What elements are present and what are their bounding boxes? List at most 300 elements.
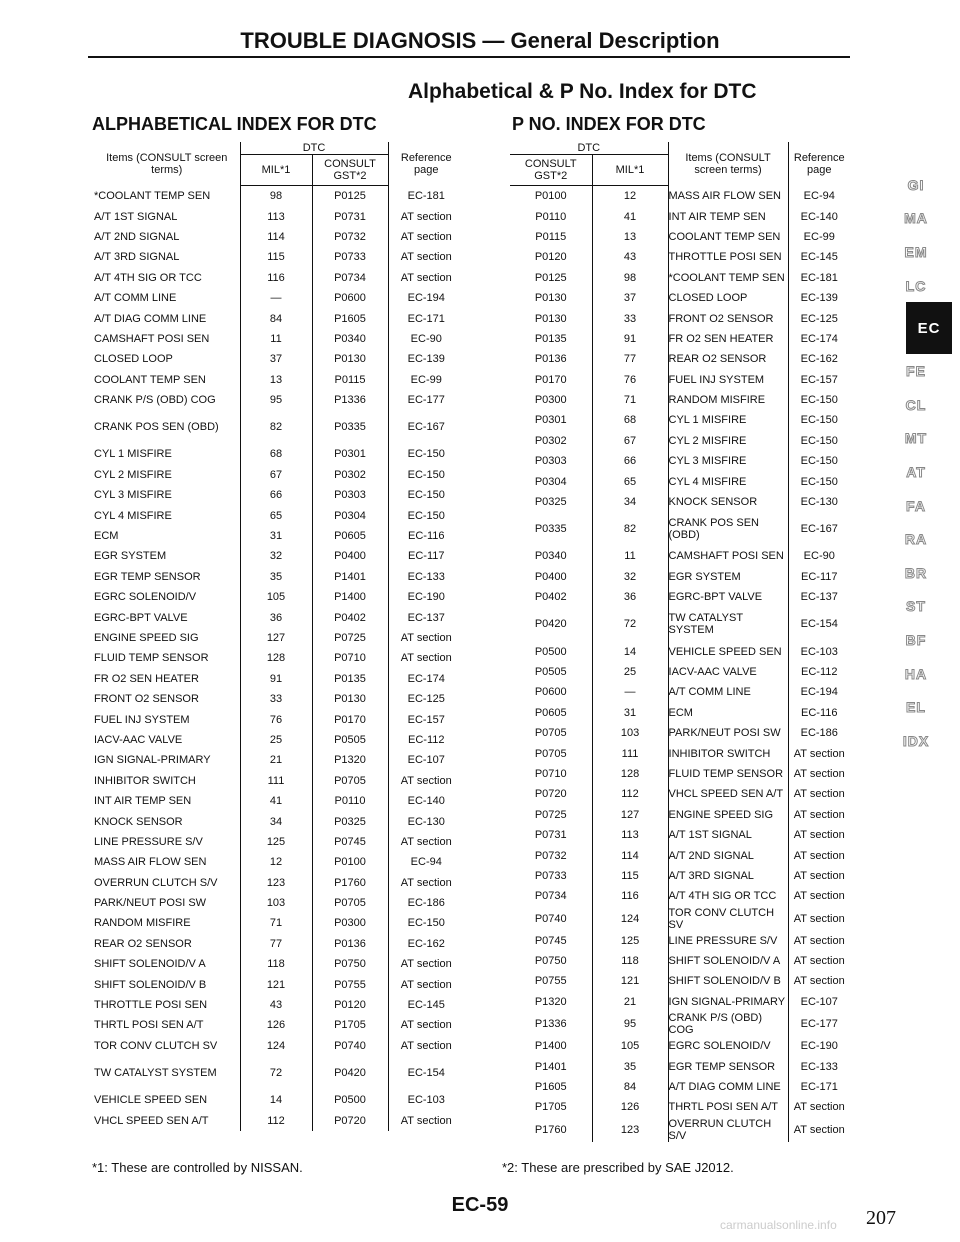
mil-cell: 126: [592, 1097, 668, 1117]
item-cell: CYL 1 MISFIRE: [94, 444, 240, 464]
consult-cell: P0720: [510, 784, 592, 804]
mil-cell: 98: [240, 186, 312, 207]
table-row: [94, 587, 464, 607]
reference-cell: EC-133: [407, 570, 445, 583]
item-cell: THROTTLE POSI SEN: [94, 995, 240, 1015]
table-row: [510, 1012, 850, 1036]
consult-cell: P0750: [510, 951, 592, 971]
mil-cell: 115: [240, 247, 312, 267]
mil-cell: 68: [592, 410, 668, 430]
mil-cell: 66: [240, 485, 312, 505]
table-row: [510, 431, 850, 451]
table-row: [94, 607, 464, 627]
consult-cell: P0110: [510, 206, 592, 226]
consult-cell: P0135: [510, 329, 592, 349]
section-tab-ra[interactable]: RA: [904, 531, 928, 548]
mil-cell: 34: [240, 811, 312, 831]
table-row: [94, 913, 464, 933]
consult-cell: P0303: [312, 485, 388, 505]
reference-cell: AT section: [400, 1039, 452, 1052]
mil-cell: 116: [592, 886, 668, 906]
mil-cell: 37: [240, 349, 312, 369]
table-row: [510, 227, 850, 247]
reference-cell: AT section: [793, 849, 845, 862]
reference-cell: AT section: [400, 876, 452, 889]
mil-cell: 35: [592, 1056, 668, 1076]
item-cell: EGR SYSTEM: [668, 567, 788, 587]
mil-cell: 116: [240, 268, 312, 288]
table-row: [94, 771, 464, 791]
section-tab-ec[interactable]: EC: [906, 302, 952, 354]
table-row: [94, 954, 464, 974]
table-row: [94, 669, 464, 689]
mil-cell: 35: [240, 567, 312, 587]
mil-cell: 91: [592, 329, 668, 349]
title-rule: [88, 56, 850, 58]
item-cell: EGRC SOLENOID/V: [94, 587, 240, 607]
alphabetical-index-table: [94, 142, 464, 1131]
consult-cell: P0755: [312, 974, 388, 994]
consult-cell: P0335: [510, 512, 592, 546]
consult-cell: P0120: [312, 995, 388, 1015]
mil-cell: 82: [592, 512, 668, 546]
consult-cell: P0420: [312, 1056, 388, 1090]
item-cell: CLOSED LOOP: [94, 349, 240, 369]
reference-cell: EC-112: [801, 666, 838, 678]
right-header-items: Items (CONSULT screen terms): [668, 142, 788, 186]
consult-cell: P1336: [510, 1012, 592, 1036]
section-tab-gi[interactable]: GI: [907, 176, 925, 193]
table-row: [510, 268, 850, 288]
consult-cell: P0304: [510, 471, 592, 491]
consult-cell: P0500: [312, 1090, 388, 1110]
reference-cell: EC-107: [407, 754, 445, 767]
reference-cell: AT section: [400, 958, 452, 971]
table-row: [94, 689, 464, 709]
reference-cell: EC-133: [800, 1060, 838, 1073]
consult-cell: P0605: [312, 526, 388, 546]
consult-cell: P0136: [312, 934, 388, 954]
left-header-mil: MIL*1: [240, 155, 312, 186]
reference-cell: EC-139: [800, 292, 838, 305]
table-row: [94, 750, 464, 770]
table-row: [94, 465, 464, 485]
consult-cell: P0420: [510, 607, 592, 641]
reference-cell: AT section: [793, 890, 845, 903]
consult-cell: P0340: [312, 329, 388, 349]
reference-cell: EC-150: [407, 468, 445, 481]
reference-cell: EC-140: [407, 795, 445, 808]
consult-cell: P0600: [312, 288, 388, 308]
item-cell: REAR O2 SENSOR: [94, 934, 240, 954]
consult-cell: P0335: [312, 410, 388, 444]
section-tab-mt[interactable]: MT: [904, 430, 928, 447]
table-row: [510, 370, 850, 390]
consult-cell: P0302: [510, 431, 592, 451]
mil-cell: 21: [592, 992, 668, 1012]
reference-cell: EC-145: [800, 251, 838, 264]
item-cell: INT AIR TEMP SEN: [94, 791, 240, 811]
consult-cell: P0325: [510, 492, 592, 512]
page-title: TROUBLE DIAGNOSIS — General Description: [240, 28, 720, 53]
consult-cell: P0705: [510, 743, 592, 763]
mil-cell: 127: [240, 628, 312, 648]
table-row: [94, 485, 464, 505]
consult-cell: P0505: [312, 730, 388, 750]
table-row: [94, 1090, 464, 1110]
table-row: [94, 288, 464, 308]
consult-cell: P0605: [510, 703, 592, 723]
consult-cell: P0732: [312, 227, 388, 247]
table-row: [94, 730, 464, 750]
item-cell: *COOLANT TEMP SEN: [668, 268, 788, 288]
item-cell: FUEL INJ SYSTEM: [94, 709, 240, 729]
mil-cell: 31: [240, 526, 312, 546]
reference-cell: EC-174: [800, 332, 838, 345]
item-cell: CRANK POS SEN (OBD): [94, 410, 240, 444]
item-cell: TOR CONV CLUTCH SV: [668, 907, 788, 931]
reference-cell: AT section: [793, 975, 845, 988]
mil-cell: 41: [592, 206, 668, 226]
consult-cell: P0135: [312, 669, 388, 689]
table-row: [94, 1036, 464, 1056]
table-row: [510, 512, 850, 546]
table-row: [510, 1097, 850, 1117]
reference-cell: EC-162: [800, 353, 838, 366]
item-cell: VHCL SPEED SEN A/T: [94, 1110, 240, 1130]
reference-cell: AT section: [400, 1019, 452, 1032]
mil-cell: 12: [240, 852, 312, 872]
consult-cell: P0740: [510, 907, 592, 931]
item-cell: OVERRUN CLUTCH S/V: [668, 1118, 788, 1142]
table-row: [94, 308, 464, 328]
mil-cell: 126: [240, 1015, 312, 1035]
reference-cell: EC-177: [407, 394, 445, 407]
section-tab-ma[interactable]: MA: [904, 210, 928, 227]
consult-cell: P0732: [510, 845, 592, 865]
consult-cell: P0301: [510, 410, 592, 430]
table-row: [510, 206, 850, 226]
reference-cell: EC-137: [800, 591, 838, 604]
consult-cell: P0750: [312, 954, 388, 974]
item-cell: VHCL SPEED SEN A/T: [668, 784, 788, 804]
mil-cell: 72: [240, 1056, 312, 1090]
reference-cell: EC-177: [800, 1018, 838, 1031]
mil-cell: 33: [240, 689, 312, 709]
pno-index-heading: P NO. INDEX FOR DTC: [512, 114, 706, 134]
table-row: [94, 329, 464, 349]
mil-cell: 43: [240, 995, 312, 1015]
table-row: [510, 641, 850, 661]
item-cell: CYL 4 MISFIRE: [668, 471, 788, 491]
table-row: [510, 931, 850, 951]
mil-cell: —: [592, 682, 668, 702]
consult-cell: P0170: [510, 370, 592, 390]
table-row: [510, 723, 850, 743]
mil-cell: 32: [240, 546, 312, 566]
item-cell: RANDOM MISFIRE: [94, 913, 240, 933]
item-cell: COOLANT TEMP SEN: [668, 227, 788, 247]
mil-cell: 123: [240, 873, 312, 893]
table-row: [510, 764, 850, 784]
right-table-body: [510, 186, 850, 1142]
section-tab-fe[interactable]: FE: [906, 363, 926, 380]
reference-cell: EC-154: [407, 1067, 445, 1080]
reference-cell: EC-107: [800, 995, 838, 1008]
item-cell: CLOSED LOOP: [668, 288, 788, 308]
consult-cell: P1336: [312, 390, 388, 410]
section-tab-idx[interactable]: IDX: [902, 732, 930, 749]
table-row: [94, 206, 464, 226]
mil-cell: 25: [240, 730, 312, 750]
consult-cell: P0100: [510, 186, 592, 207]
table-row: [94, 390, 464, 410]
reference-cell: EC-94: [410, 856, 442, 869]
consult-cell: P1705: [312, 1015, 388, 1035]
consult-cell: P0400: [312, 546, 388, 566]
consult-cell: P0705: [312, 893, 388, 913]
item-cell: INHIBITOR SWITCH: [94, 771, 240, 791]
table-row: [510, 308, 850, 328]
mil-cell: 41: [240, 791, 312, 811]
item-cell: FRONT O2 SENSOR: [94, 689, 240, 709]
mil-cell: 125: [240, 832, 312, 852]
reference-cell: EC-186: [407, 897, 445, 910]
consult-cell: P1705: [510, 1097, 592, 1117]
section-tab-bf[interactable]: BF: [905, 631, 927, 648]
table-row: [510, 845, 850, 865]
section-tab-el[interactable]: EL: [906, 699, 926, 716]
table-row: [94, 186, 464, 207]
consult-cell: P0304: [312, 505, 388, 525]
reference-cell: EC-150: [407, 917, 445, 930]
table-row: [510, 1036, 850, 1056]
item-cell: EGRC-BPT VALVE: [668, 587, 788, 607]
reference-cell: AT section: [793, 767, 845, 780]
table-row: [94, 709, 464, 729]
mil-cell: 91: [240, 669, 312, 689]
consult-cell: P0740: [312, 1036, 388, 1056]
reference-cell: EC-125: [800, 312, 838, 325]
reference-cell: EC-174: [407, 672, 445, 685]
mil-cell: 128: [592, 764, 668, 784]
reference-cell: AT section: [793, 829, 845, 842]
table-row: [94, 268, 464, 288]
mil-cell: 114: [240, 227, 312, 247]
right-header-reference: Reference page: [793, 151, 845, 176]
consult-cell: P0705: [312, 771, 388, 791]
table-row: [510, 703, 850, 723]
mil-cell: 21: [240, 750, 312, 770]
reference-cell: AT section: [400, 652, 452, 665]
item-cell: LINE PRESSURE S/V: [668, 931, 788, 951]
consult-cell: P0115: [510, 227, 592, 247]
reference-cell: EC-190: [800, 1040, 838, 1053]
item-cell: THRTL POSI SEN A/T: [668, 1097, 788, 1117]
table-row: [94, 349, 464, 369]
reference-cell: AT section: [400, 230, 452, 243]
consult-cell: P1320: [312, 750, 388, 770]
mil-cell: 118: [592, 951, 668, 971]
item-cell: FRONT O2 SENSOR: [668, 308, 788, 328]
mil-cell: 124: [240, 1036, 312, 1056]
item-cell: A/T 1ST SIGNAL: [668, 825, 788, 845]
mil-cell: 25: [592, 662, 668, 682]
section-tab-ha[interactable]: HA: [904, 665, 928, 682]
table-row: [94, 893, 464, 913]
page-number: EC-59: [451, 1194, 509, 1216]
consult-cell: P1401: [312, 567, 388, 587]
mil-cell: 67: [592, 431, 668, 451]
item-cell: EGR TEMP SENSOR: [94, 567, 240, 587]
reference-cell: AT section: [793, 808, 845, 821]
mil-cell: 13: [592, 227, 668, 247]
alphabetical-index-heading: ALPHABETICAL INDEX FOR DTC: [92, 114, 377, 134]
table-row: [510, 1118, 850, 1142]
section-tab-lc[interactable]: LC: [905, 277, 927, 294]
consult-cell: P0130: [312, 689, 388, 709]
reference-cell: EC-150: [800, 394, 838, 407]
reference-cell: EC-99: [803, 230, 835, 243]
mil-cell: 105: [592, 1036, 668, 1056]
table-row: [94, 811, 464, 831]
item-cell: CRANK P/S (OBD) COG: [668, 1012, 788, 1036]
reference-cell: EC-116: [408, 530, 445, 543]
mil-cell: 11: [240, 329, 312, 349]
item-cell: PARK/NEUT POSI SW: [668, 723, 788, 743]
item-cell: SHIFT SOLENOID/V B: [668, 971, 788, 991]
item-cell: THRTL POSI SEN A/T: [94, 1015, 240, 1035]
reference-cell: AT section: [793, 955, 845, 968]
reference-cell: EC-150: [800, 434, 838, 447]
consult-cell: P0731: [510, 825, 592, 845]
reference-cell: AT section: [793, 788, 845, 801]
table-row: [510, 784, 850, 804]
section-tab-em[interactable]: EM: [904, 243, 928, 260]
consult-cell: P0745: [510, 931, 592, 951]
mil-cell: 112: [240, 1110, 312, 1130]
consult-cell: P1760: [312, 873, 388, 893]
reference-cell: EC-90: [803, 550, 835, 563]
table-row: [94, 227, 464, 247]
item-cell: VEHICLE SPEED SEN: [668, 641, 788, 661]
item-cell: IGN SIGNAL-PRIMARY: [94, 750, 240, 770]
item-cell: A/T 2ND SIGNAL: [668, 845, 788, 865]
consult-cell: P1400: [312, 587, 388, 607]
table-row: [94, 1110, 464, 1130]
reference-cell: EC-181: [407, 189, 445, 202]
item-cell: CYL 4 MISFIRE: [94, 505, 240, 525]
table-row: [510, 288, 850, 308]
consult-cell: P0734: [510, 886, 592, 906]
mil-cell: 125: [592, 931, 668, 951]
table-row: [94, 410, 464, 444]
mil-cell: 123: [592, 1118, 668, 1142]
reference-cell: AT section: [793, 1101, 845, 1114]
reference-cell: AT section: [793, 912, 845, 925]
item-cell: A/T DIAG COMM LINE: [94, 308, 240, 328]
item-cell: VEHICLE SPEED SEN: [94, 1090, 240, 1110]
reference-cell: EC-116: [801, 706, 838, 719]
reference-cell: EC-117: [408, 550, 445, 563]
table-row: [510, 866, 850, 886]
consult-cell: P0710: [312, 648, 388, 668]
item-cell: FR O2 SEN HEATER: [668, 329, 788, 349]
mil-cell: 33: [592, 308, 668, 328]
section-tab-fa[interactable]: FA: [906, 497, 926, 514]
item-cell: THROTTLE POSI SEN: [668, 247, 788, 267]
reference-cell: EC-130: [800, 496, 838, 509]
consult-cell: P0505: [510, 662, 592, 682]
mil-cell: 128: [240, 648, 312, 668]
item-cell: MASS AIR FLOW SEN: [94, 852, 240, 872]
section-tab-at[interactable]: AT: [906, 463, 926, 480]
mil-cell: 34: [592, 492, 668, 512]
consult-cell: P0100: [312, 852, 388, 872]
item-cell: EGRC-BPT VALVE: [94, 607, 240, 627]
item-cell: *COOLANT TEMP SEN: [94, 186, 240, 207]
table-row: [510, 662, 850, 682]
table-row: [510, 886, 850, 906]
mil-cell: 67: [240, 465, 312, 485]
table-row: [94, 567, 464, 587]
item-cell: A/T COMM LINE: [668, 682, 788, 702]
pno-index-table: [510, 142, 850, 1142]
table-row: [510, 992, 850, 1012]
reference-cell: AT section: [400, 210, 452, 223]
mil-cell: 68: [240, 444, 312, 464]
right-header-consult: CONSULT GST*2: [510, 155, 592, 186]
section-tab-cl[interactable]: CL: [905, 396, 927, 413]
consult-cell: P0302: [312, 465, 388, 485]
reference-cell: EC-117: [801, 570, 838, 583]
consult-cell: P0340: [510, 546, 592, 566]
consult-cell: P0130: [510, 288, 592, 308]
mil-cell: 121: [592, 971, 668, 991]
item-cell: KNOCK SENSOR: [94, 811, 240, 831]
mil-cell: 72: [592, 607, 668, 641]
consult-cell: P1605: [510, 1077, 592, 1097]
mil-cell: 66: [592, 451, 668, 471]
reference-cell: AT section: [400, 632, 452, 644]
item-cell: ECM: [668, 703, 788, 723]
reference-cell: EC-150: [800, 475, 838, 488]
mil-cell: 36: [592, 587, 668, 607]
section-tab-br[interactable]: BR: [904, 564, 928, 581]
reference-cell: EC-90: [410, 332, 442, 345]
left-header-reference: Reference page: [400, 151, 452, 176]
table-row: [94, 505, 464, 525]
mil-cell: 103: [592, 723, 668, 743]
table-row: [510, 971, 850, 991]
mil-cell: 31: [592, 703, 668, 723]
table-row: [510, 546, 850, 566]
mil-cell: 11: [592, 546, 668, 566]
consult-cell: P0301: [312, 444, 388, 464]
consult-cell: P1401: [510, 1056, 592, 1076]
mil-cell: 95: [592, 1012, 668, 1036]
item-cell: INT AIR TEMP SEN: [668, 206, 788, 226]
section-tab-st[interactable]: ST: [906, 598, 926, 615]
reference-cell: EC-167: [407, 421, 445, 434]
consult-cell: P0402: [312, 607, 388, 627]
table-row: [94, 247, 464, 267]
consult-cell: P0705: [510, 723, 592, 743]
consult-cell: P0300: [510, 390, 592, 410]
consult-cell: P0136: [510, 349, 592, 369]
reference-cell: AT section: [793, 747, 845, 760]
reference-cell: AT section: [793, 934, 845, 947]
